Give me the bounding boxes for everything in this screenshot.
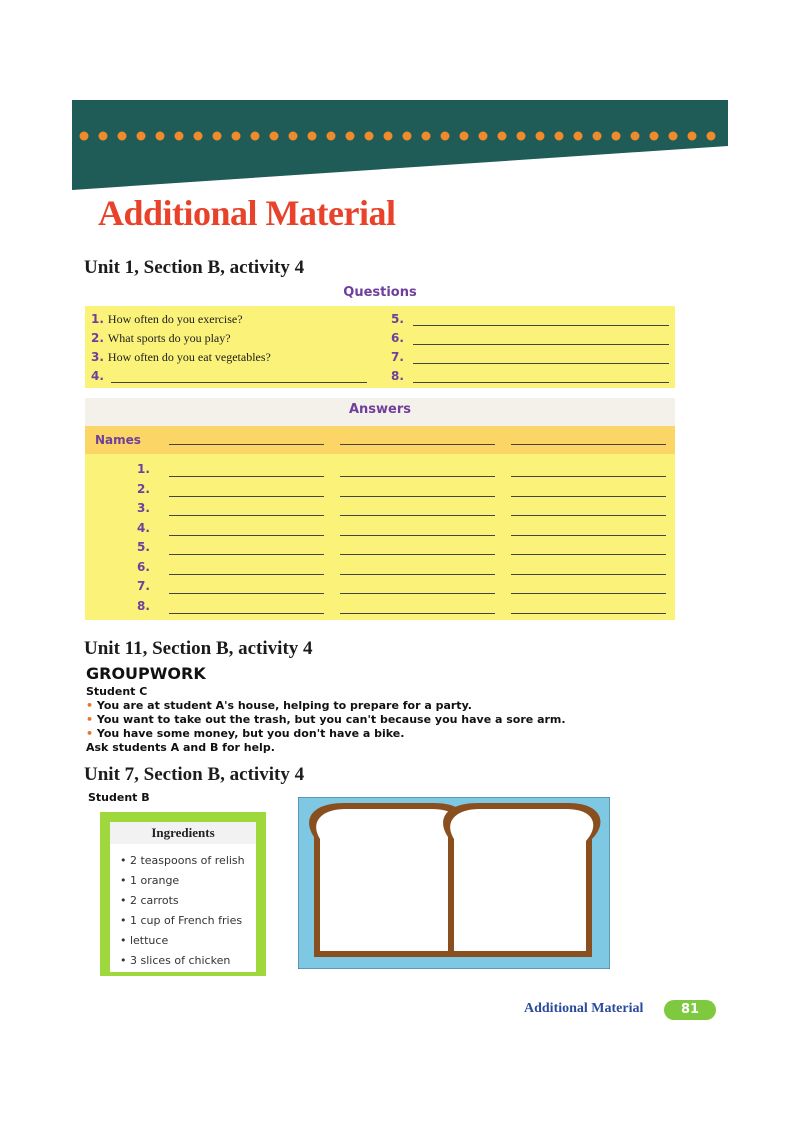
question-number: 1. xyxy=(91,312,104,326)
answer-blank[interactable] xyxy=(169,515,324,516)
names-row xyxy=(85,426,675,454)
question-row xyxy=(391,331,408,346)
question-number: 5. xyxy=(391,312,404,326)
answer-blank[interactable] xyxy=(169,593,324,594)
answer-blank[interactable] xyxy=(340,535,495,536)
question-row xyxy=(391,350,408,365)
footer-label: Additional Material xyxy=(524,1001,644,1016)
banner-dot xyxy=(650,132,659,141)
answer-blank[interactable] xyxy=(511,613,666,614)
groupwork-title: GROUPWORK xyxy=(86,664,206,683)
answer-blank[interactable] xyxy=(340,593,495,594)
instruction-text: You are at student A's house, helping to prepare for a party. xyxy=(96,699,472,712)
name-blank[interactable] xyxy=(169,444,324,445)
banner-dot xyxy=(232,132,241,141)
section-heading-unit11: Unit 11, Section B, activity 4 xyxy=(84,638,313,659)
ingredient-item: • 3 slices of chicken xyxy=(120,954,231,967)
answer-blank[interactable] xyxy=(169,574,324,575)
banner-dot xyxy=(137,132,146,141)
name-blank[interactable] xyxy=(340,444,495,445)
bullet-icon: • xyxy=(86,699,94,712)
banner-dot xyxy=(460,132,469,141)
answer-blank[interactable] xyxy=(340,574,495,575)
sandwich-illustration xyxy=(298,797,610,969)
banner-dot xyxy=(574,132,583,141)
question-text: What sports do you play? xyxy=(107,331,231,345)
answer-number: 3. xyxy=(137,501,150,515)
header-banner xyxy=(72,100,728,190)
banner-dot xyxy=(441,132,450,141)
bullet-icon: • xyxy=(86,713,94,726)
instruction-line xyxy=(86,727,404,740)
banner-dot xyxy=(593,132,602,141)
answer-blank[interactable] xyxy=(169,535,324,536)
section-heading-unit1: Unit 1, Section B, activity 4 xyxy=(84,257,305,278)
question-number: 4. xyxy=(91,369,104,383)
question-text: How often do you exercise? xyxy=(107,312,243,326)
question-blank[interactable] xyxy=(413,382,669,383)
answer-number: 8. xyxy=(137,598,150,613)
questions-box xyxy=(85,284,675,388)
answer-blank[interactable] xyxy=(511,593,666,594)
ingredient-item: • 1 cup of French fries xyxy=(120,914,243,927)
banner-dot xyxy=(612,132,621,141)
answer-blank[interactable] xyxy=(340,496,495,497)
banner-dot xyxy=(99,132,108,141)
banner-dot xyxy=(479,132,488,141)
banner-dot xyxy=(156,132,165,141)
banner-dot xyxy=(555,132,564,141)
answer-number: 2. xyxy=(137,481,150,496)
answer-blank[interactable] xyxy=(511,515,666,516)
banner-dot xyxy=(251,132,260,141)
question-row xyxy=(91,350,271,365)
ingredients-title: Ingredients xyxy=(110,822,256,844)
answer-number: 6. xyxy=(137,559,150,574)
instruction-line xyxy=(86,699,472,712)
question-row xyxy=(91,369,108,384)
banner-dot xyxy=(327,132,336,141)
question-row xyxy=(91,312,243,327)
closing-line: Ask students A and B for help. xyxy=(86,741,275,754)
names-label: Names xyxy=(95,433,141,447)
banner-dot xyxy=(80,132,89,141)
question-row xyxy=(391,312,408,327)
name-blank[interactable] xyxy=(511,444,666,445)
question-row xyxy=(91,331,231,346)
ingredient-item: • 1 orange xyxy=(120,874,180,887)
answer-blank[interactable] xyxy=(169,476,324,477)
question-blank[interactable] xyxy=(111,382,367,383)
answer-blank[interactable] xyxy=(511,496,666,497)
question-number: 2. xyxy=(91,331,104,345)
section-heading-unit7: Unit 7, Section B, activity 4 xyxy=(84,764,305,785)
instruction-line xyxy=(86,713,566,726)
question-blank[interactable] xyxy=(413,363,669,364)
answer-blank[interactable] xyxy=(340,476,495,477)
question-number: 6. xyxy=(391,331,404,345)
banner-dot xyxy=(194,132,203,141)
answer-blank[interactable] xyxy=(169,613,324,614)
page-number-badge: 81 xyxy=(664,1000,716,1020)
banner-dot xyxy=(422,132,431,141)
instruction-text: You want to take out the trash, but you can't because you have a sore arm. xyxy=(96,713,566,726)
question-blank[interactable] xyxy=(413,325,669,326)
instruction-text: You have some money, but you don't have a bike. xyxy=(96,727,405,740)
question-number: 3. xyxy=(91,350,104,364)
question-number: 7. xyxy=(391,350,404,364)
questions-header xyxy=(85,284,675,306)
banner-dot xyxy=(707,132,716,141)
banner-dot xyxy=(403,132,412,141)
bread-slices-image xyxy=(298,797,610,969)
banner-dot xyxy=(631,132,640,141)
banner-dot xyxy=(517,132,526,141)
ingredients-card xyxy=(100,812,266,976)
student-b-label: Student B xyxy=(88,791,150,804)
answer-blank[interactable] xyxy=(511,476,666,477)
banner-dot xyxy=(536,132,545,141)
questions-label: Questions xyxy=(343,285,417,300)
answer-number: 7. xyxy=(137,579,150,593)
page-title: Additional Material xyxy=(98,193,396,233)
ingredient-item: • 2 teaspoons of relish xyxy=(120,854,245,867)
ingredient-item: • 2 carrots xyxy=(120,894,179,907)
answer-number: 4. xyxy=(137,520,150,535)
answers-box xyxy=(85,398,675,620)
banner-dot xyxy=(270,132,279,141)
answer-blank[interactable] xyxy=(169,554,324,555)
student-c-label: Student C xyxy=(86,685,148,698)
banner-dot xyxy=(346,132,355,141)
banner-dot xyxy=(688,132,697,141)
answer-number: 1. xyxy=(137,462,150,476)
answer-blank[interactable] xyxy=(511,574,666,575)
answer-blank[interactable] xyxy=(511,554,666,555)
question-number: 8. xyxy=(391,369,404,383)
banner-dot xyxy=(308,132,317,141)
ingredient-item: • lettuce xyxy=(120,934,169,947)
answer-blank[interactable] xyxy=(169,496,324,497)
bullet-icon: • xyxy=(86,727,94,740)
answers-label: Answers xyxy=(348,402,412,417)
question-row xyxy=(391,369,408,384)
banner-dot xyxy=(289,132,298,141)
banner-dot xyxy=(669,132,678,141)
answer-blank[interactable] xyxy=(340,554,495,555)
banner-dot xyxy=(365,132,374,141)
answer-blank[interactable] xyxy=(340,515,495,516)
banner-dot xyxy=(384,132,393,141)
answers-header xyxy=(85,398,675,426)
banner-dot xyxy=(498,132,507,141)
question-blank[interactable] xyxy=(413,344,669,345)
answer-blank[interactable] xyxy=(340,613,495,614)
question-text: How often do you eat vegetables? xyxy=(107,350,271,364)
banner-graphic xyxy=(72,100,728,190)
banner-dot xyxy=(175,132,184,141)
ingredients-panel xyxy=(110,822,256,972)
banner-dot xyxy=(213,132,222,141)
answer-number: 5. xyxy=(137,540,150,554)
answer-blank[interactable] xyxy=(511,535,666,536)
banner-dot xyxy=(118,132,127,141)
